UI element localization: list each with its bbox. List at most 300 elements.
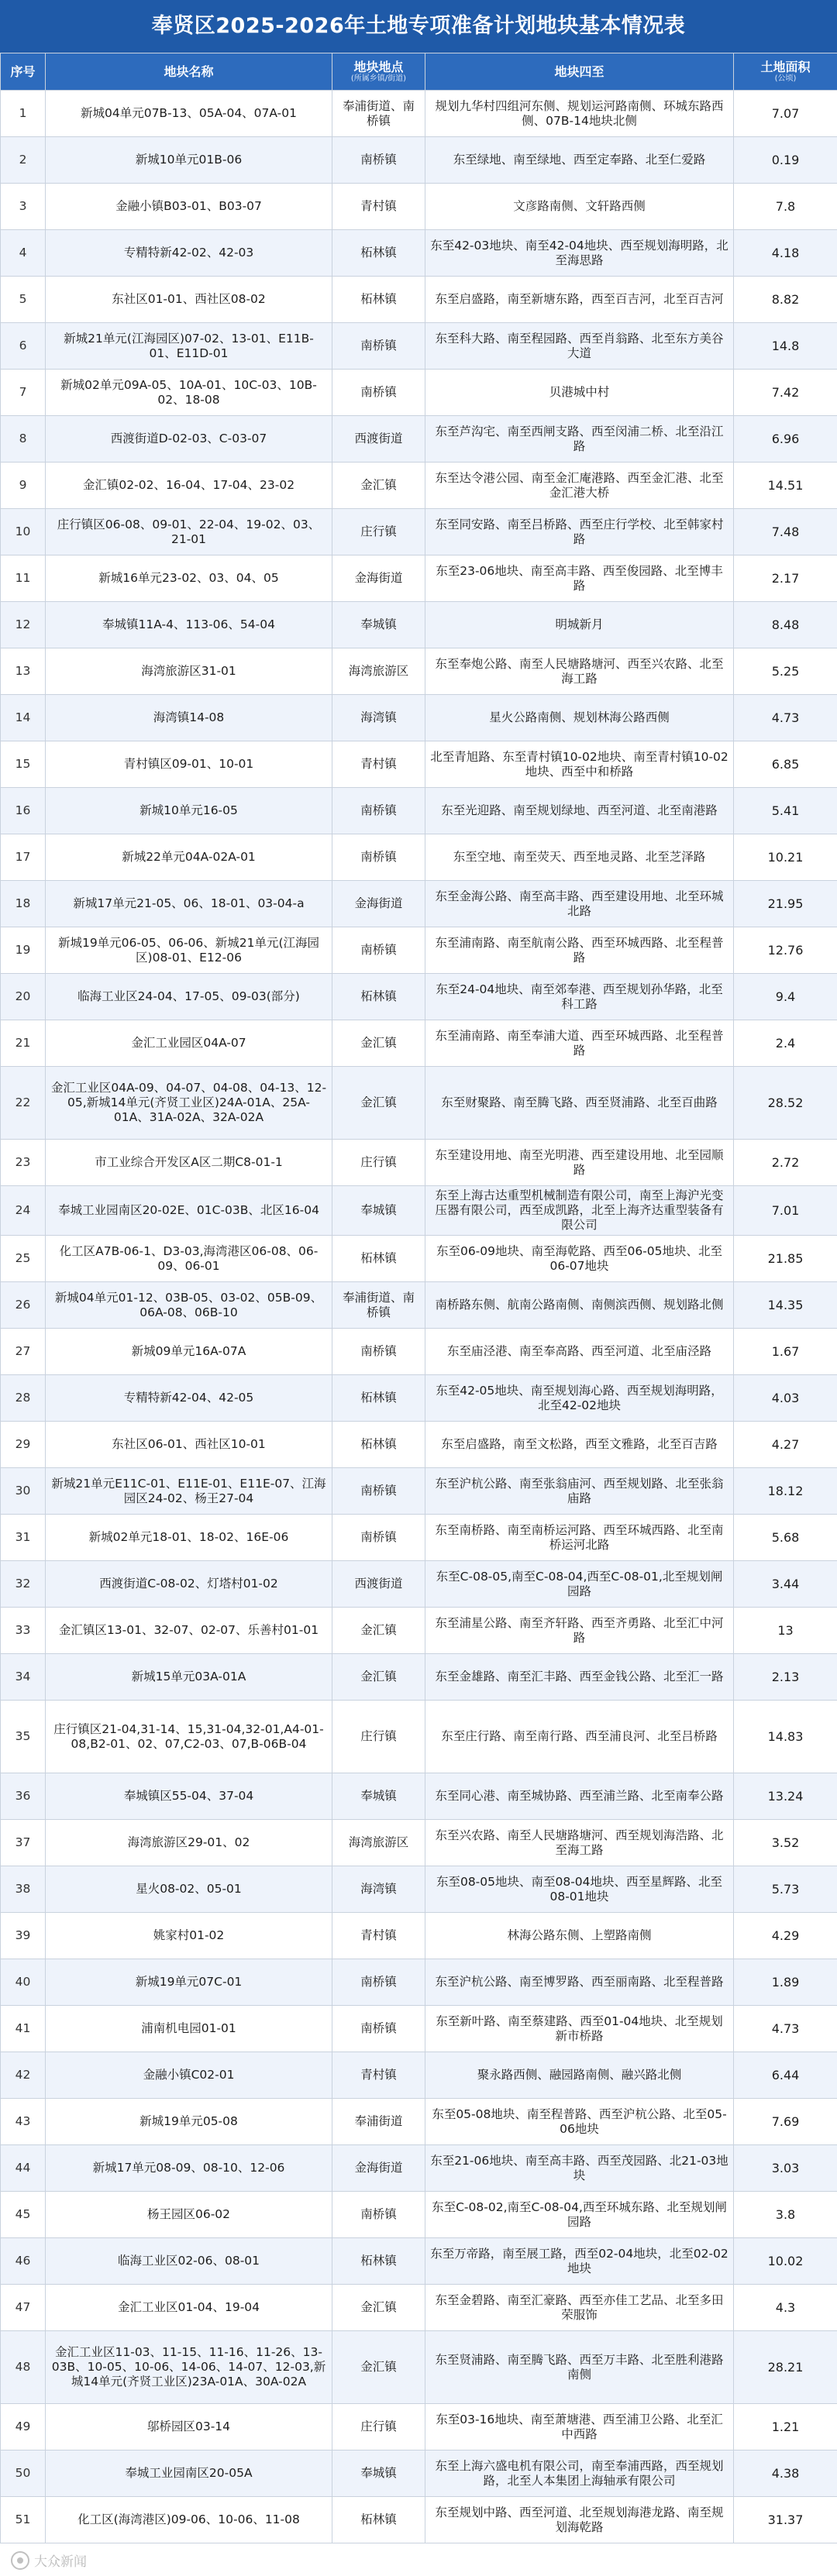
cell-bound: 贝港城中村 [425,370,734,416]
cell-no: 48 [1,2331,46,2404]
table-row [1,1959,837,2006]
cell-town: 金汇镇 [332,2285,425,2331]
cell-name: 新城19单元07C-01 [46,1959,332,2006]
table-row [1,1282,837,1329]
cell-no: 31 [1,1515,46,1561]
cell-town: 庄行镇 [332,1701,425,1773]
table-row [1,555,837,602]
cell-bound: 东至贤浦路、南至腾飞路、西至万丰路、北至胜利港路南侧 [425,2331,734,2404]
cell-town: 西渡街道 [332,416,425,463]
cell-area: 12.76 [734,927,837,974]
cell-town: 金汇镇 [332,463,425,509]
table-row [1,788,837,834]
cell-area: 28.21 [734,2331,837,2404]
cell-area: 13.24 [734,1773,837,1820]
cell-area: 4.73 [734,2006,837,2052]
table-row [1,1773,837,1820]
cell-bound: 东至同心港、南至城协路、西至浦兰路、北至南奉公路 [425,1773,734,1820]
header-bound: 地块四至 [425,53,734,91]
table-row [1,2052,837,2099]
cell-name: 金融小镇C02-01 [46,2052,332,2099]
cell-no: 38 [1,1866,46,1913]
cell-bound: 东至21-06地块、南至高丰路、西至茂园路、北21-03地块 [425,2145,734,2192]
cell-name: 新城22单元04A-02A-01 [46,834,332,881]
cell-town: 南桥镇 [332,1959,425,2006]
cell-town: 柘林镇 [332,2497,425,2543]
cell-no: 41 [1,2006,46,2052]
cell-bound: 东至上海六盛电机有限公司，南至奉浦西路，西至规划路，北至人本集团上海轴承有限公司 [425,2450,734,2497]
cell-no: 3 [1,184,46,230]
cell-name: 新城19单元05-08 [46,2099,332,2145]
table-body [1,91,837,2543]
table-row [1,1329,837,1375]
table-row [1,1468,837,1515]
table-row [1,184,837,230]
table-row [1,1067,837,1140]
table-row [1,463,837,509]
table-row [1,1140,837,1186]
cell-bound: 东至金碧路、南至汇豪路、西至亦佳工艺品、北至多田荣服饰 [425,2285,734,2331]
table-row [1,1236,837,1282]
cell-town: 南桥镇 [332,137,425,184]
cell-name: 西渡街道D-02-03、C-03-07 [46,416,332,463]
cell-name: 新城21单元E11C-01、E11E-01、E11E-07、江海园区24-02、杨王27-04 [46,1468,332,1515]
cell-name: 金汇工业区04A-09、04-07、04-08、04-13、12-05,新城14单元(齐贤工业区)24A-01A、25A-01A、31A-02A、32A-02A [46,1067,332,1140]
cell-town: 金汇镇 [332,1067,425,1140]
cell-no: 21 [1,1020,46,1067]
cell-town: 青村镇 [332,184,425,230]
table-header-row [1,53,837,91]
cell-bound: 东至光迎路、南至规划绿地、西至河道、北至南港路 [425,788,734,834]
cell-name: 临海工业区02-06、08-01 [46,2238,332,2285]
cell-bound: 南桥路东侧、航南公路南侧、南侧滨西侧、规划路北侧 [425,1282,734,1329]
cell-no: 51 [1,2497,46,2543]
cell-town: 南桥镇 [332,1515,425,1561]
cell-no: 2 [1,137,46,184]
cell-area: 4.03 [734,1375,837,1422]
cell-no: 29 [1,1422,46,1468]
cell-area: 4.3 [734,2285,837,2331]
cell-name: 姚家村01-02 [46,1913,332,1959]
cell-bound: 聚永路西侧、融园路南侧、融兴路北侧 [425,2052,734,2099]
cell-town: 庄行镇 [332,2404,425,2450]
cell-area: 10.21 [734,834,837,881]
table-row [1,2099,837,2145]
header-town-label: 地块地点 [353,60,404,74]
cell-area: 31.37 [734,2497,837,2543]
table-row [1,974,837,1020]
cell-town: 南桥镇 [332,788,425,834]
cell-town: 奉城镇 [332,2450,425,2497]
cell-bound: 东至规划中路、西至河道、北至规划海港龙路、南至规划海乾路 [425,2497,734,2543]
cell-name: 新城09单元16A-07A [46,1329,332,1375]
cell-bound: 东至新叶路、南至蔡建路、西至01-04地块、北至规划新市桥路 [425,2006,734,2052]
cell-no: 26 [1,1282,46,1329]
cell-town: 南桥镇 [332,2006,425,2052]
cell-town: 南桥镇 [332,927,425,974]
cell-name: 新城17单元21-05、06、18-01、03-04-a [46,881,332,927]
cell-area: 14.35 [734,1282,837,1329]
cell-name: 新城02单元09A-05、10A-01、10C-03、10B-02、18-08 [46,370,332,416]
table-row [1,1561,837,1608]
cell-area: 6.44 [734,2052,837,2099]
cell-area: 21.95 [734,881,837,927]
cell-name: 海湾旅游区31-01 [46,648,332,695]
cell-bound: 东至浦南路、南至奉浦大道、西至环城西路、北至程普路 [425,1020,734,1067]
cell-area: 4.73 [734,695,837,741]
cell-name: 邬桥园区03-14 [46,2404,332,2450]
cell-area: 7.69 [734,2099,837,2145]
cell-no: 23 [1,1140,46,1186]
table-row [1,695,837,741]
watermark [11,2550,87,2570]
cell-name: 杨王园区06-02 [46,2192,332,2238]
cell-no: 32 [1,1561,46,1608]
cell-town: 海湾镇 [332,1866,425,1913]
cell-area: 1.89 [734,1959,837,2006]
cell-bound: 东至庙泾港、南至奉高路、西至河道、北至庙泾路 [425,1329,734,1375]
table-row [1,741,837,788]
cell-area: 6.96 [734,416,837,463]
cell-name: 化工区(海湾港区)09-06、10-06、11-08 [46,2497,332,2543]
cell-name: 新城15单元03A-01A [46,1654,332,1701]
cell-town: 南桥镇 [332,2192,425,2238]
cell-name: 新城04单元01-12、03B-05、03-02、05B-09、06A-08、06B-10 [46,1282,332,1329]
cell-name: 金汇工业园区04A-07 [46,1020,332,1067]
cell-name: 海湾旅游区29-01、02 [46,1820,332,1866]
table-row [1,277,837,323]
cell-name: 新城17单元08-09、08-10、12-06 [46,2145,332,2192]
header-area-sub: (公顷) [774,74,797,83]
cell-town: 奉城镇 [332,1186,425,1236]
cell-town: 金汇镇 [332,1020,425,1067]
cell-area: 6.85 [734,741,837,788]
cell-bound: 东至绿地、南至绿地、西至定奉路、北至仁爱路 [425,137,734,184]
cell-name: 金汇工业区01-04、19-04 [46,2285,332,2331]
cell-no: 10 [1,509,46,555]
cell-area: 7.48 [734,509,837,555]
cell-town: 青村镇 [332,741,425,788]
cell-no: 45 [1,2192,46,2238]
cell-area: 7.8 [734,184,837,230]
header-town-sub: (所属乡镇/街道) [350,74,407,83]
table-row [1,1913,837,1959]
cell-area: 8.48 [734,602,837,648]
cell-name: 金汇镇02-02、16-04、17-04、23-02 [46,463,332,509]
cell-name: 奉城工业园南区20-05A [46,2450,332,2497]
cell-name: 新城10单元01B-06 [46,137,332,184]
cell-area: 2.17 [734,555,837,602]
cell-town: 金汇镇 [332,1654,425,1701]
cell-area: 4.29 [734,1913,837,1959]
table-row [1,1866,837,1913]
cell-no: 15 [1,741,46,788]
table-row [1,1515,837,1561]
cell-name: 金汇工业区11-03、11-15、11-16、11-26、13-03B、10-05、10-06、14-06、14-07、12-03,新城14单元(齐贤工业区)23A-01A、30A-02A [46,2331,332,2404]
cell-town: 青村镇 [332,2052,425,2099]
cell-no: 5 [1,277,46,323]
cell-town: 柘林镇 [332,277,425,323]
cell-bound: 东至06-09地块、南至海乾路、西至06-05地块、北至06-07地块 [425,1236,734,1282]
table-row [1,1820,837,1866]
cell-bound: 东至科大路、南至程园路、西至肖翁路、北至东方美谷大道 [425,323,734,370]
cell-bound: 林海公路东侧、上塑路南侧 [425,1913,734,1959]
cell-town: 金汇镇 [332,2331,425,2404]
table-row [1,230,837,277]
cell-no: 42 [1,2052,46,2099]
table-row [1,2450,837,2497]
cell-area: 2.13 [734,1654,837,1701]
cell-name: 东社区06-01、西社区10-01 [46,1422,332,1468]
cell-bound: 东至万帝路，南至展工路，西至02-04地块，北至02-02地块 [425,2238,734,2285]
cell-no: 33 [1,1608,46,1654]
cell-area: 21.85 [734,1236,837,1282]
cell-name: 东社区01-01、西社区08-02 [46,277,332,323]
cell-area: 14.8 [734,323,837,370]
cell-name: 金汇镇区13-01、32-07、02-07、乐善村01-01 [46,1608,332,1654]
cell-town: 柘林镇 [332,1422,425,1468]
cell-town: 南桥镇 [332,834,425,881]
cell-no: 16 [1,788,46,834]
watermark-text: 大众新闻 [34,2554,87,2570]
cell-area: 1.21 [734,2404,837,2450]
page-title: 奉贤区2025-2026年土地专项准备计划地块基本情况表 [0,0,837,53]
cell-area: 8.82 [734,277,837,323]
cell-name: 新城21单元(江海园区)07-02、13-01、E11B-01、E11D-01 [46,323,332,370]
cell-bound: 东至C-08-02,南至C-08-04,西至环城东路、北至规划闸园路 [425,2192,734,2238]
cell-town: 奉浦街道、南桥镇 [332,1282,425,1329]
cell-area: 7.42 [734,370,837,416]
cell-town: 南桥镇 [332,1468,425,1515]
cell-town: 南桥镇 [332,1329,425,1375]
cell-bound: 东至奉炮公路、南至人民塘路塘河、西至兴农路、北至海工路 [425,648,734,695]
cell-no: 50 [1,2450,46,2497]
cell-bound: 东至同安路、南至吕桥路、西至庄行学校、北至韩家村路 [425,509,734,555]
cell-town: 青村镇 [332,1913,425,1959]
cell-no: 17 [1,834,46,881]
cell-no: 22 [1,1067,46,1140]
cell-no: 27 [1,1329,46,1375]
cell-no: 36 [1,1773,46,1820]
cell-bound: 东至达令港公园、南至金汇庵港路、西至金汇港、北至金汇港大桥 [425,463,734,509]
cell-name: 新城19单元06-05、06-06、新城21单元(江海园区)08-01、E12-06 [46,927,332,974]
cell-no: 18 [1,881,46,927]
table-row [1,834,837,881]
cell-area: 13 [734,1608,837,1654]
cell-no: 40 [1,1959,46,2006]
cell-name: 临海工业区24-04、17-05、09-03(部分) [46,974,332,1020]
cell-area: 0.19 [734,137,837,184]
cell-area: 7.07 [734,91,837,137]
table-row [1,2285,837,2331]
cell-town: 庄行镇 [332,1140,425,1186]
cell-area: 7.01 [734,1186,837,1236]
cell-bound: 东至42-05地块、南至规划海心路、西至规划海明路，北至42-02地块 [425,1375,734,1422]
cell-town: 海湾镇 [332,695,425,741]
cell-area: 18.12 [734,1468,837,1515]
header-town [332,53,425,91]
cell-bound: 东至浦星公路、南至齐轩路、西至齐勇路、北至汇中河路 [425,1608,734,1654]
cell-name: 市工业综合开发区A区二期C8-01-1 [46,1140,332,1186]
cell-bound: 东至启盛路，南至文松路，西至文雅路，北至百吉路 [425,1422,734,1468]
cell-bound: 东至庄行路、南至南行路、西至浦良河、北至吕桥路 [425,1701,734,1773]
table-row [1,2006,837,2052]
cell-name: 奉城镇区55-04、37-04 [46,1773,332,1820]
cell-name: 海湾镇14-08 [46,695,332,741]
cell-bound: 星火公路南侧、规划林海公路西侧 [425,695,734,741]
table-row [1,1701,837,1773]
cell-name: 庄行镇区21-04,31-14、15,31-04,32-01,A4-01-08,B2-01、02、07,C2-03、07,B-06B-04 [46,1701,332,1773]
cell-bound: 东至金雄路、南至汇丰路、西至金钱公路、北至汇一路 [425,1654,734,1701]
cell-town: 南桥镇 [332,323,425,370]
table-row [1,2238,837,2285]
cell-name: 金融小镇B03-01、B03-07 [46,184,332,230]
table-row [1,1375,837,1422]
cell-bound: 东至空地、南至荧天、西至地灵路、北至芝泽路 [425,834,734,881]
cell-no: 43 [1,2099,46,2145]
cell-bound: 东至上海古达重型机械制造有限公司，南至上海沪光变压器有限公司，西至成凯路，北至上海齐达重型装备有限公司 [425,1186,734,1236]
cell-area: 9.4 [734,974,837,1020]
cell-town: 奉浦街道、南桥镇 [332,91,425,137]
cell-bound: 东至财聚路、南至腾飞路、西至贤浦路、北至百曲路 [425,1067,734,1140]
watermark-logo-icon [11,2551,29,2570]
cell-name: 浦南机电园01-01 [46,2006,332,2052]
table-row [1,1020,837,1067]
cell-no: 35 [1,1701,46,1773]
cell-town: 奉浦街道 [332,2099,425,2145]
cell-area: 28.52 [734,1067,837,1140]
cell-bound: 东至启盛路，南至新塘东路，西至百吉河，北至百吉河 [425,277,734,323]
cell-bound: 东至芦沟宅、南至西闸支路、西至闵浦二桥、北至沿江路 [425,416,734,463]
cell-town: 柘林镇 [332,2238,425,2285]
cell-no: 28 [1,1375,46,1422]
table-row [1,927,837,974]
cell-bound: 东至08-05地块、南至08-04地块、西至星辉路、北至08-01地块 [425,1866,734,1913]
cell-bound: 规划九华村四组河东侧、规划运河路南侧、环城东路西侧、07B-14地块北侧 [425,91,734,137]
table-row [1,509,837,555]
cell-no: 19 [1,927,46,974]
cell-area: 4.38 [734,2450,837,2497]
cell-no: 8 [1,416,46,463]
cell-no: 6 [1,323,46,370]
cell-no: 4 [1,230,46,277]
cell-area: 3.8 [734,2192,837,2238]
cell-no: 39 [1,1913,46,1959]
cell-name: 青村镇区09-01、10-01 [46,741,332,788]
table-row [1,91,837,137]
cell-area: 3.03 [734,2145,837,2192]
header-area [734,53,837,91]
header-name: 地块名称 [46,53,332,91]
header-area-label: 土地面积 [760,60,811,74]
cell-town: 金海街道 [332,2145,425,2192]
cell-no: 20 [1,974,46,1020]
cell-area: 4.27 [734,1422,837,1468]
cell-area: 5.73 [734,1866,837,1913]
cell-bound: 东至42-03地块、南至42-04地块、西至规划海明路，北至海思路 [425,230,734,277]
table-row [1,1422,837,1468]
cell-town: 海湾旅游区 [332,648,425,695]
cell-town: 柘林镇 [332,1236,425,1282]
cell-no: 44 [1,2145,46,2192]
cell-bound: 东至兴农路、南至人民塘路塘河、西至规划海浩路、北至海工路 [425,1820,734,1866]
table-row [1,1654,837,1701]
cell-name: 西渡街道C-08-02、灯塔村01-02 [46,1561,332,1608]
cell-area: 2.72 [734,1140,837,1186]
cell-no: 49 [1,2404,46,2450]
cell-area: 1.67 [734,1329,837,1375]
cell-bound: 东至南桥路、南至南桥运河路、西至环城西路、北至南桥运河北路 [425,1515,734,1561]
cell-name: 星火08-02、05-01 [46,1866,332,1913]
cell-name: 化工区A7B-06-1、D3-03,海湾港区06-08、06-09、06-01 [46,1236,332,1282]
cell-name: 新城16单元23-02、03、04、05 [46,555,332,602]
cell-town: 柘林镇 [332,974,425,1020]
table-row [1,137,837,184]
cell-name: 奉城工业园南区20-02E、01C-03B、北区16-04 [46,1186,332,1236]
cell-name: 新城02单元18-01、18-02、16E-06 [46,1515,332,1561]
cell-no: 37 [1,1820,46,1866]
cell-no: 9 [1,463,46,509]
table-row [1,1186,837,1236]
cell-area: 2.4 [734,1020,837,1067]
cell-area: 10.02 [734,2238,837,2285]
cell-name: 专精特新42-02、42-03 [46,230,332,277]
cell-name: 新城04单元07B-13、05A-04、07A-01 [46,91,332,137]
cell-no: 30 [1,1468,46,1515]
cell-no: 14 [1,695,46,741]
cell-bound: 东至金海公路、南至高丰路、西至建设用地、北至环城北路 [425,881,734,927]
cell-town: 金汇镇 [332,1608,425,1654]
cell-bound: 东至浦南路、南至航南公路、西至环城西路、北至程普路 [425,927,734,974]
cell-bound: 东至建设用地、南至光明港、西至建设用地、北至园顺路 [425,1140,734,1186]
cell-bound: 东至03-16地块、南至萧塘港、西至浦卫公路、北至汇中西路 [425,2404,734,2450]
cell-area: 4.18 [734,230,837,277]
cell-no: 13 [1,648,46,695]
cell-no: 11 [1,555,46,602]
cell-area: 14.51 [734,463,837,509]
cell-town: 西渡街道 [332,1561,425,1608]
header-no: 序号 [1,53,46,91]
cell-no: 12 [1,602,46,648]
table-row [1,2404,837,2450]
cell-bound: 东至24-04地块、南至郊奉港、西至规划孙华路，北至科工路 [425,974,734,1020]
table-row [1,416,837,463]
cell-bound: 文彦路南侧、文轩路西侧 [425,184,734,230]
cell-area: 3.44 [734,1561,837,1608]
cell-town: 奉城镇 [332,602,425,648]
cell-area: 3.52 [734,1820,837,1866]
table-row [1,1608,837,1654]
cell-name: 专精特新42-04、42-05 [46,1375,332,1422]
cell-town: 海湾旅游区 [332,1820,425,1866]
cell-bound: 东至沪杭公路、南至博罗路、西至丽南路、北至程普路 [425,1959,734,2006]
land-plot-table [0,53,837,2543]
cell-name: 庄行镇区06-08、09-01、22-04、19-02、03、21-01 [46,509,332,555]
cell-town: 奉城镇 [332,1773,425,1820]
table-row [1,602,837,648]
cell-town: 金海街道 [332,555,425,602]
cell-no: 47 [1,2285,46,2331]
cell-bound: 北至青旭路、东至青村镇10-02地块、南至青村镇10-02地块、西至中和桥路 [425,741,734,788]
cell-town: 柘林镇 [332,230,425,277]
cell-town: 南桥镇 [332,370,425,416]
table-row [1,370,837,416]
cell-name: 新城10单元16-05 [46,788,332,834]
cell-area: 5.41 [734,788,837,834]
cell-bound: 东至23-06地块、南至高丰路、西至俊园路、北至博丰路 [425,555,734,602]
cell-bound: 东至05-08地块、南至程普路、西至沪杭公路、北至05-06地块 [425,2099,734,2145]
cell-area: 5.25 [734,648,837,695]
